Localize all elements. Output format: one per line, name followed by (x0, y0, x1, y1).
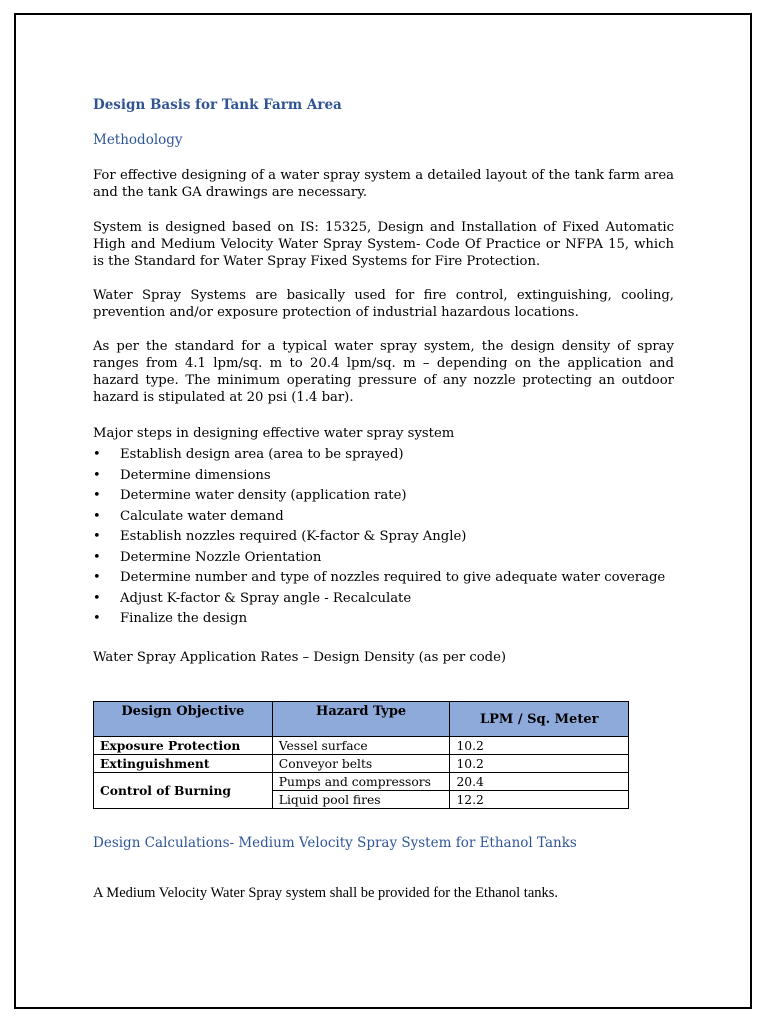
cell-objective: Exposure Protection (94, 737, 273, 755)
list-item: • Finalize the design (93, 609, 674, 630)
header-lpm-rate: LPM / Sq. Meter (450, 702, 629, 737)
steps-intro: Major steps in designing effective water spray system (93, 426, 455, 441)
cell-hazard: Liquid pool fires (272, 791, 450, 809)
list-item: • Determine Nozzle Orientation (93, 548, 674, 569)
table-caption: Water Spray Application Rates – Design Density (as per code) (93, 650, 507, 665)
page-title: Design Basis for Tank Farm Area (93, 97, 342, 113)
paragraph-standards: System is designed based on IS: 15325, Design and Installation of Fixed Automatic High and Medium Velocity Water Spray System- Code Of Practice or NFPA 15, which is the Standard for Water Spray Fixed Systems for Fire Protection. (93, 220, 674, 269)
design-steps-list (93, 445, 674, 630)
list-item: • Establish nozzles required (K-factor & Spray Angle) (93, 527, 674, 548)
header-design-objective: Design Objective (94, 702, 273, 737)
list-item: • Determine water density (application rate) (93, 486, 674, 507)
list-item: • Determine number and type of nozzles required to give adequate water coverage (93, 568, 674, 589)
table-row (94, 773, 629, 791)
table-header-row (94, 702, 629, 737)
header-hazard-type: Hazard Type (272, 702, 450, 737)
calculations-heading: Design Calculations- Medium Velocity Spray System for Ethanol Tanks (93, 835, 577, 851)
cell-rate: 10.2 (450, 755, 629, 773)
cell-rate: 12.2 (450, 791, 629, 809)
application-rates-table (93, 701, 629, 809)
paragraph-density: As per the standard for a typical water spray system, the design density of spray ranges from 4.1 lpm/sq. m to 20.4 lpm/sq. m – depending on the application and hazard type. The minimum operating pressure of any nozzle protecting an outdoor hazard is stipulated at 20 psi (1.4 bar). (93, 339, 674, 405)
paragraph-usage: Water Spray Systems are basically used for fire control, extinguishing, cooling, prevention and/or exposure protection of industrial hazardous locations. (93, 288, 674, 320)
cell-rate: 20.4 (450, 773, 629, 791)
paragraph-layout: For effective designing of a water spray system a detailed layout of the tank farm area and the tank GA drawings are necessary. (93, 168, 674, 200)
closing-statement: A Medium Velocity Water Spray system shall be provided for the Ethanol tanks. (93, 885, 559, 901)
cell-objective: Extinguishment (94, 755, 273, 773)
cell-rate: 10.2 (450, 737, 629, 755)
methodology-heading: Methodology (93, 132, 183, 148)
cell-hazard: Pumps and compressors (272, 773, 450, 791)
list-item: • Establish design area (area to be sprayed) (93, 445, 674, 466)
table-row (94, 755, 629, 773)
cell-hazard: Vessel surface (272, 737, 450, 755)
list-item: • Determine dimensions (93, 466, 674, 487)
table-row (94, 737, 629, 755)
list-item: • Adjust K-factor & Spray angle - Recalculate (93, 589, 674, 610)
list-item: • Calculate water demand (93, 507, 674, 528)
cell-objective: Control of Burning (94, 773, 273, 809)
cell-hazard: Conveyor belts (272, 755, 450, 773)
